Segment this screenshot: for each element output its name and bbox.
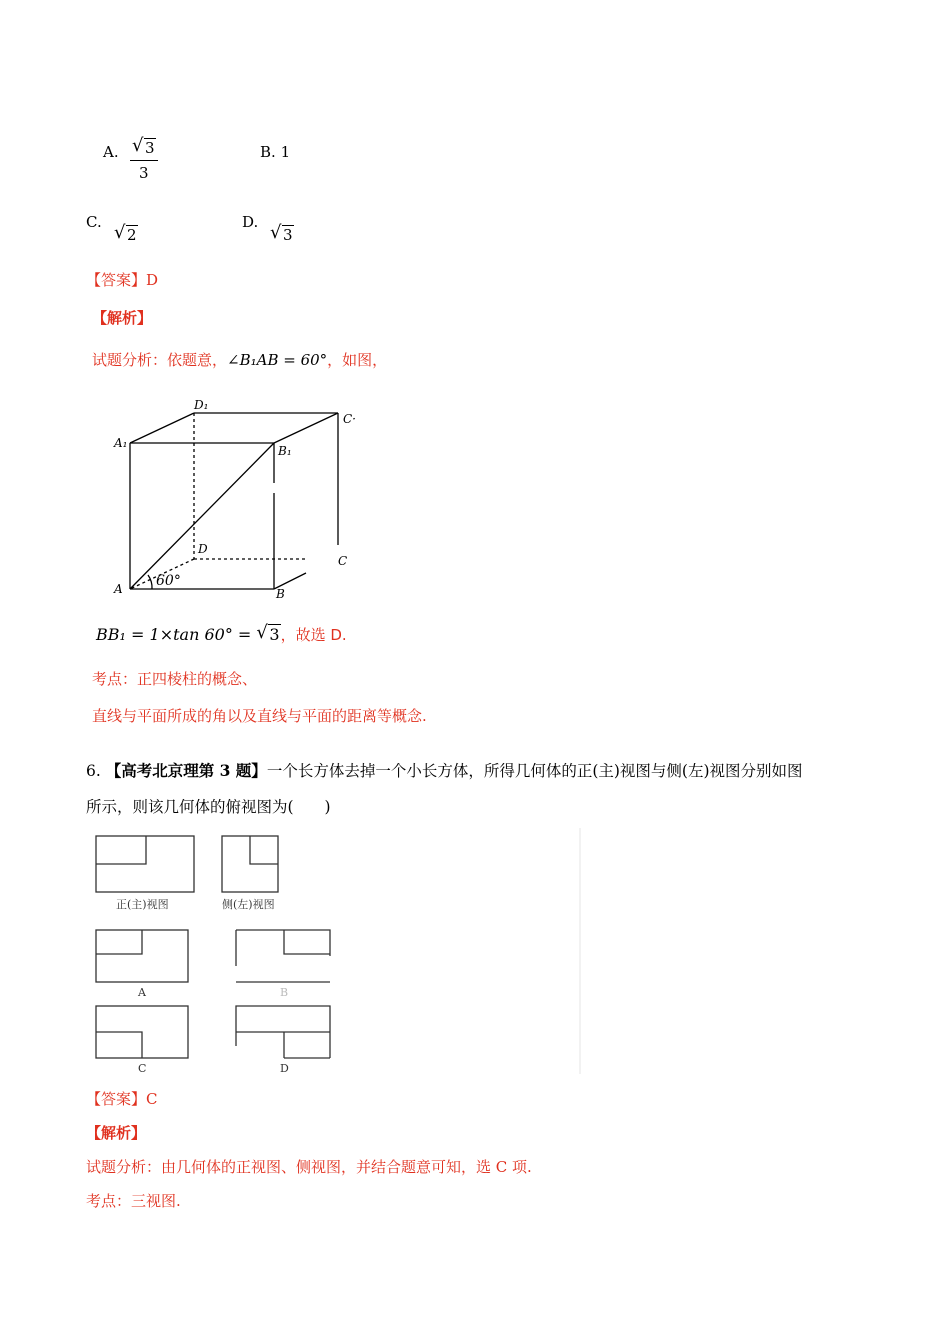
option-a — [103, 142, 119, 162]
q6-source: 【高考北京理第 3 题】 — [105, 761, 267, 780]
q5-calc-expr: BB₁ = 1×tan 60° = — [96, 625, 257, 644]
q6-text-line1: 一个长方体去掉一个小长方体，所得几何体的正(主)视图与侧(左)视图分别如图 — [266, 762, 803, 780]
three-view-figure — [86, 826, 586, 1078]
side-view-notch — [250, 836, 278, 864]
option-a-view-lines — [96, 930, 142, 954]
label-a: A — [114, 582, 123, 596]
option-a-fraction: √ 3 3 — [130, 138, 158, 183]
q6-analysis-tag: 【解析】 — [86, 1124, 147, 1142]
front-view-caption: 正(主)视图 — [116, 898, 169, 911]
q5-analysis-intro: 试题分析：依题意， — [92, 351, 228, 369]
q6-analysis-text: 试题分析：由几何体的正视图、侧视图，并结合题意可知，选 C 项. — [86, 1158, 532, 1176]
q5-analysis-angle: ∠B₁AB = 60° — [227, 351, 328, 369]
q5-answer-tag: 【答案】 — [86, 271, 147, 289]
q5-answer — [86, 270, 158, 290]
q5-analysis-tag: 【解析】 — [92, 309, 153, 327]
q6-answer-tag: 【答案】 — [86, 1090, 147, 1108]
diagonal-ab1 — [130, 443, 274, 589]
q5-calc-conclusion: ，故选 D. — [280, 626, 347, 644]
q6-answer — [86, 1089, 158, 1109]
fig-option-b-label: B — [280, 986, 289, 999]
q5-analysis-after: ，如图， — [327, 351, 388, 369]
q5-analysis-line — [92, 350, 387, 370]
q5-calc-line: BB₁ = 1×tan 60° = √ 3，故选 D. — [96, 622, 347, 644]
option-c-view-lines — [96, 1032, 142, 1058]
option-b — [260, 142, 290, 162]
q5-keypoint-line1 — [92, 669, 257, 689]
option-d-label: D. — [242, 213, 259, 231]
fig-option-c-label: C — [138, 1062, 147, 1075]
label-d: D — [198, 542, 208, 556]
option-c: √ 2 — [114, 222, 137, 244]
fig-option-a-label: A — [138, 986, 146, 999]
option-a-radicand: 3 — [145, 139, 155, 157]
option-d: √ 3 — [270, 222, 293, 244]
edge-b1c1 — [274, 413, 338, 443]
option-b-label: B. — [260, 143, 276, 161]
q6-line1 — [86, 761, 803, 781]
fig-option-d-label: D — [280, 1062, 289, 1075]
q5-keypoint-line2: 直线与平面所成的角以及直线与平面的距离等概念. — [92, 707, 427, 725]
label-angle: 60° — [156, 573, 181, 589]
q6-text-line2: 所示，则该几何体的俯视图为( ) — [86, 798, 331, 816]
option-a-label: A. — [103, 143, 119, 161]
option-b-view-top — [236, 930, 330, 956]
q6-keypoint: 考点：三视图. — [86, 1192, 181, 1210]
label-b1: B₁ — [278, 444, 292, 458]
q5-answer-value: D — [146, 271, 159, 289]
label-c: C — [338, 554, 348, 568]
option-c-radicand: 2 — [127, 226, 137, 244]
angle-arc — [148, 575, 152, 589]
q5-calc-radicand: 3 — [269, 625, 280, 644]
q5-keypoint-text1: 正四棱柱的概念、 — [137, 670, 258, 688]
front-view-notch — [96, 836, 146, 864]
option-b-view-lines — [284, 930, 330, 954]
label-c1: C· — [343, 412, 356, 426]
option-d-radicand: 3 — [283, 226, 293, 244]
option-a-denominator: 3 — [139, 164, 149, 182]
label-a1: A₁ — [114, 436, 128, 450]
cube-figure — [110, 395, 360, 605]
q5-keypoint-label: 考点： — [92, 670, 138, 688]
edge-a1d1 — [130, 413, 194, 443]
label-b: B — [276, 587, 285, 601]
side-view-caption: 侧(左)视图 — [222, 898, 275, 911]
q6-number: 6. — [86, 762, 101, 780]
option-b-value: 1 — [280, 143, 291, 161]
label-d1: D₁ — [194, 398, 209, 412]
option-c-label: C. — [86, 213, 102, 231]
q6-answer-value: C — [146, 1090, 158, 1108]
